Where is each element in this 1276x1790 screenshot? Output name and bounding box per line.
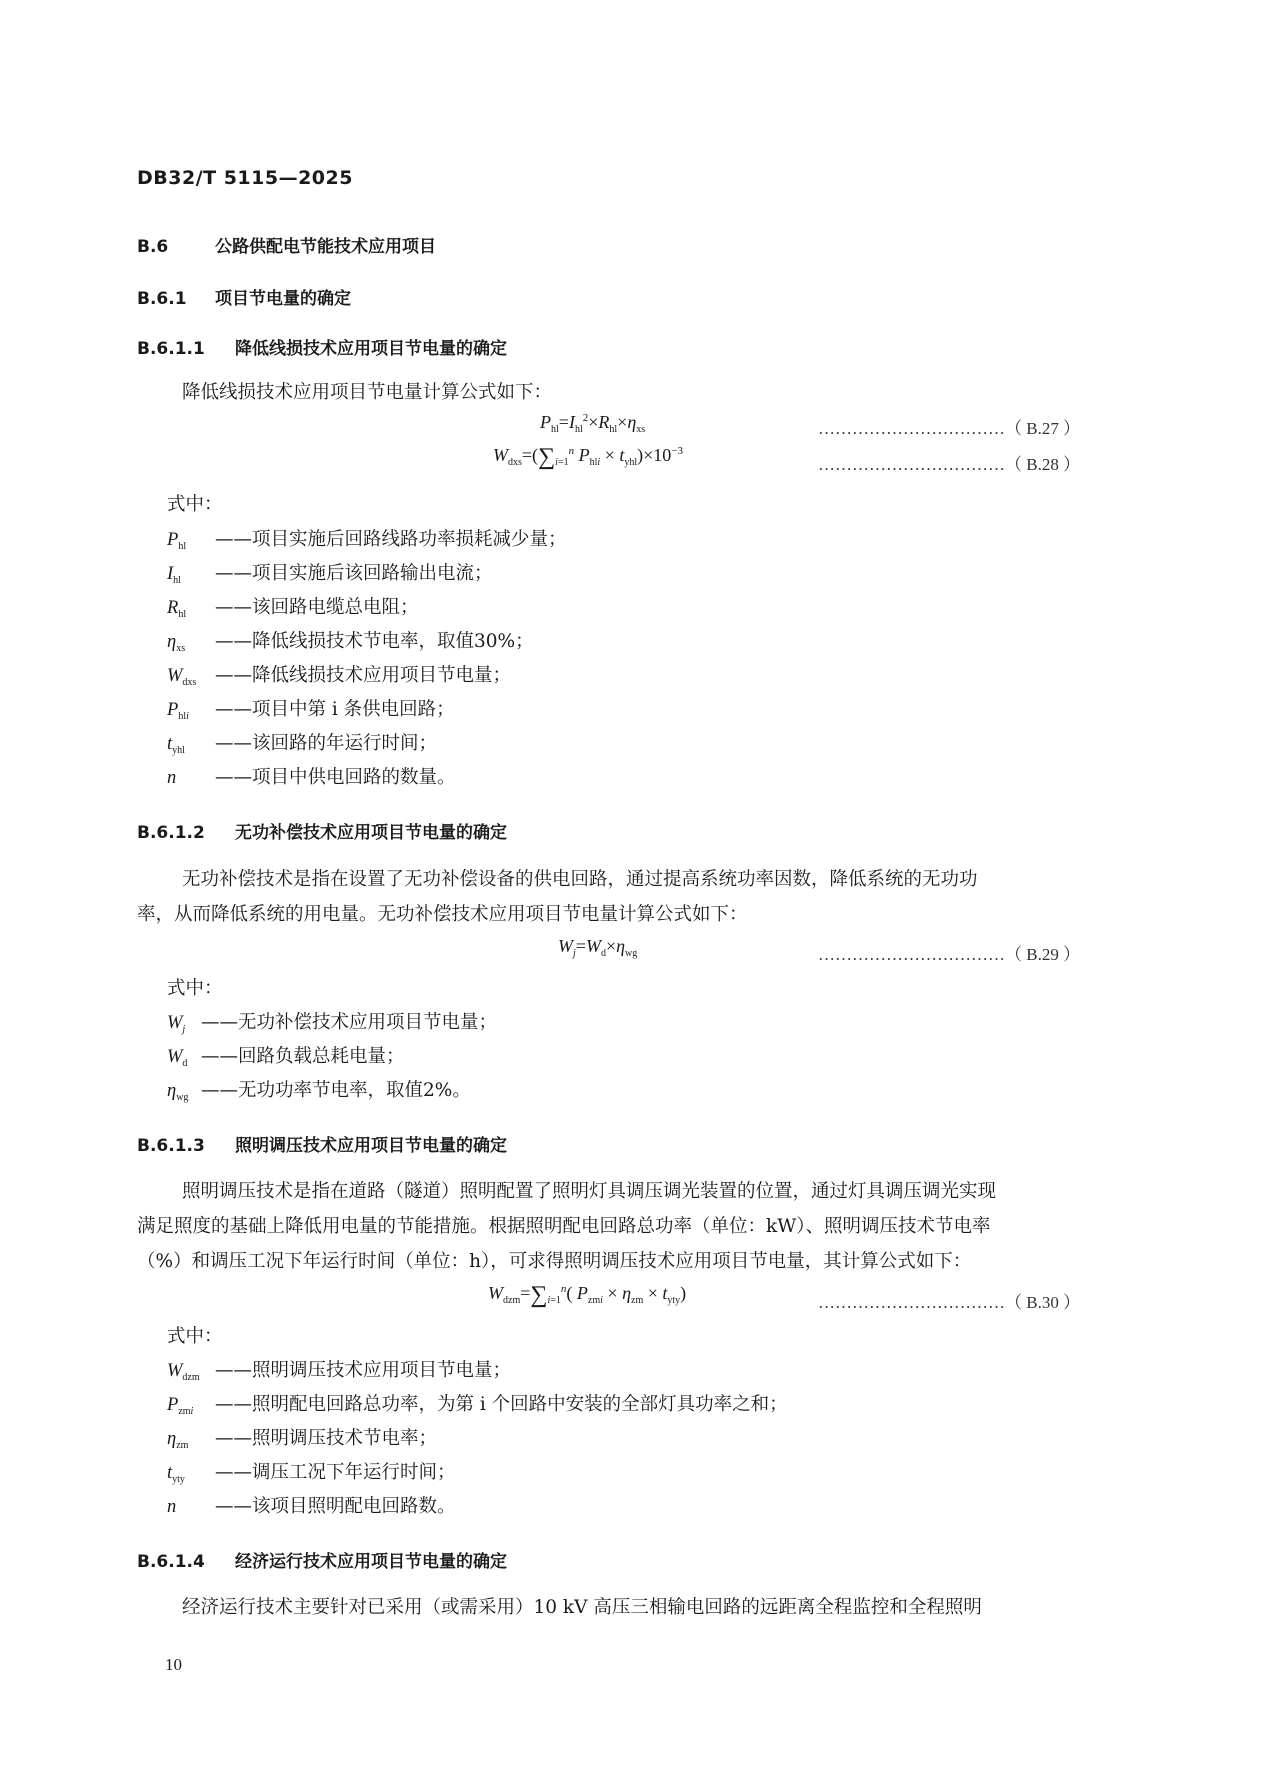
definition-item: $\eta_{zm}$ ——照明调压技术节电率； xyxy=(167,1428,438,1451)
formula-b29: $W_j=W_d\times\eta_{wg}$ xyxy=(558,936,638,959)
standard-code: DB32/T 5115—2025 xyxy=(137,167,353,189)
equation-number-b27: ……………………………（ B.27 ） xyxy=(818,419,1081,438)
heading-title: 照明调压技术应用项目节电量的确定 xyxy=(235,1136,507,1156)
definition-item: $W_{dzm}$ ——照明调压技术应用项目节电量； xyxy=(167,1360,512,1383)
b611-intro: 降低线损技术应用项目节电量计算公式如下： xyxy=(182,382,553,403)
definition-item: $t_{yhl}$ ——该回路的年运行时间； xyxy=(167,733,438,756)
paragraph-b613: 照明调压技术是指在道路（隧道）照明配置了照明灯具调压调光装置的位置，通过灯具调压调光实现 满足照度的基础上降低用电量的节能措施。根据照明配电回路总功率（单位：kW）、照明调压技术节电率 （%）和调压工况下年运行时间（单位：h），可求得照明调压技术应用项目节电量，其计算公式如下： xyxy=(137,1181,997,1272)
heading-b613 xyxy=(137,1131,507,1156)
heading-title: 经济运行技术应用项目节电量的确定 xyxy=(235,1552,507,1572)
where-label: 式中： xyxy=(167,494,223,515)
heading-number: B.6.1.2 xyxy=(137,823,205,843)
definition-item: $\eta_{wg}$ ——无功功率节电率，取值2%。 xyxy=(167,1080,471,1103)
heading-number: B.6.1.1 xyxy=(137,339,205,359)
where-label: 式中： xyxy=(167,978,223,999)
heading-b611 xyxy=(137,334,507,359)
formula-b27: $P_{hl}=I_{hl}^2\times R_{hl}\times\eta_{xs}$ xyxy=(540,412,646,435)
heading-b614 xyxy=(137,1547,507,1572)
paragraph-b612: 无功补偿技术是指在设置了无功补偿设备的供电回路，通过提高系统功率因数，降低系统的无功功 率，从而降低系统的用电量。无功补偿技术应用项目节电量计算公式如下： xyxy=(137,869,978,925)
heading-title: 降低线损技术应用项目节电量的确定 xyxy=(235,339,507,359)
definition-item: $W_j$ ——无功补偿技术应用项目节电量； xyxy=(167,1012,498,1035)
definition-item: n ——该项目照明配电回路数。 xyxy=(167,1496,456,1517)
heading-number: B.6.1 xyxy=(137,289,187,309)
definition-item: $W_d$ ——回路负载总耗电量； xyxy=(167,1046,405,1069)
definition-item: $W_{dxs}$ ——降低线损技术应用项目节电量； xyxy=(167,665,512,688)
equation-number-b30: ……………………………（ B.30 ） xyxy=(818,1293,1081,1312)
page-number: 10 xyxy=(165,1655,182,1674)
definition-item: $\eta_{xs}$ ——降低线损技术节电率，取值30%； xyxy=(167,631,534,654)
formula-b30: $W_{dzm}=\sum_{i=1}^n$( $P_{zmi} \times \eta_{zm} \times t_{yty}$) xyxy=(488,1282,687,1308)
heading-b612 xyxy=(137,818,507,843)
definition-item: n ——项目中供电回路的数量。 xyxy=(167,767,456,788)
heading-number: B.6.1.3 xyxy=(137,1136,205,1156)
heading-b6 xyxy=(137,232,436,257)
paragraph-b614: 经济运行技术主要针对已采用（或需采用）10 kV 高压三相输电回路的远距离全程监控和全程照明 xyxy=(182,1597,982,1618)
formula-b28: $W_{dxs}=(\sum_{i=1}^n$ $P_{hli} \times t_{yhl})\times 10^{-3}$ xyxy=(493,444,683,470)
definition-item: $R_{hl}$ ——该回路电缆总电阻； xyxy=(167,597,419,620)
heading-number: B.6.1.4 xyxy=(137,1552,205,1572)
equation-number-b29: ……………………………（ B.29 ） xyxy=(818,945,1081,964)
definition-item: $I_{hl}$ ——项目实施后该回路输出电流； xyxy=(167,563,493,586)
definition-item: $P_{hl}$ ——项目实施后回路线路功率损耗减少量； xyxy=(167,529,567,552)
definition-item: $P_{hli}$ ——项目中第 i 条供电回路； xyxy=(167,699,455,722)
definition-item: $P_{zmi}$ ——照明配电回路总功率，为第 i 个回路中安装的全部灯具功率之和； xyxy=(167,1394,788,1417)
where-label: 式中： xyxy=(167,1326,223,1347)
definition-item: $t_{yty}$ ——调压工况下年运行时间； xyxy=(167,1462,456,1485)
heading-number: B.6 xyxy=(137,237,169,257)
equation-number-b28: ……………………………（ B.28 ） xyxy=(818,455,1081,474)
heading-b61 xyxy=(137,284,351,309)
heading-title: 公路供配电节能技术应用项目 xyxy=(215,237,436,257)
heading-title: 项目节电量的确定 xyxy=(215,289,351,309)
heading-title: 无功补偿技术应用项目节电量的确定 xyxy=(235,823,507,843)
